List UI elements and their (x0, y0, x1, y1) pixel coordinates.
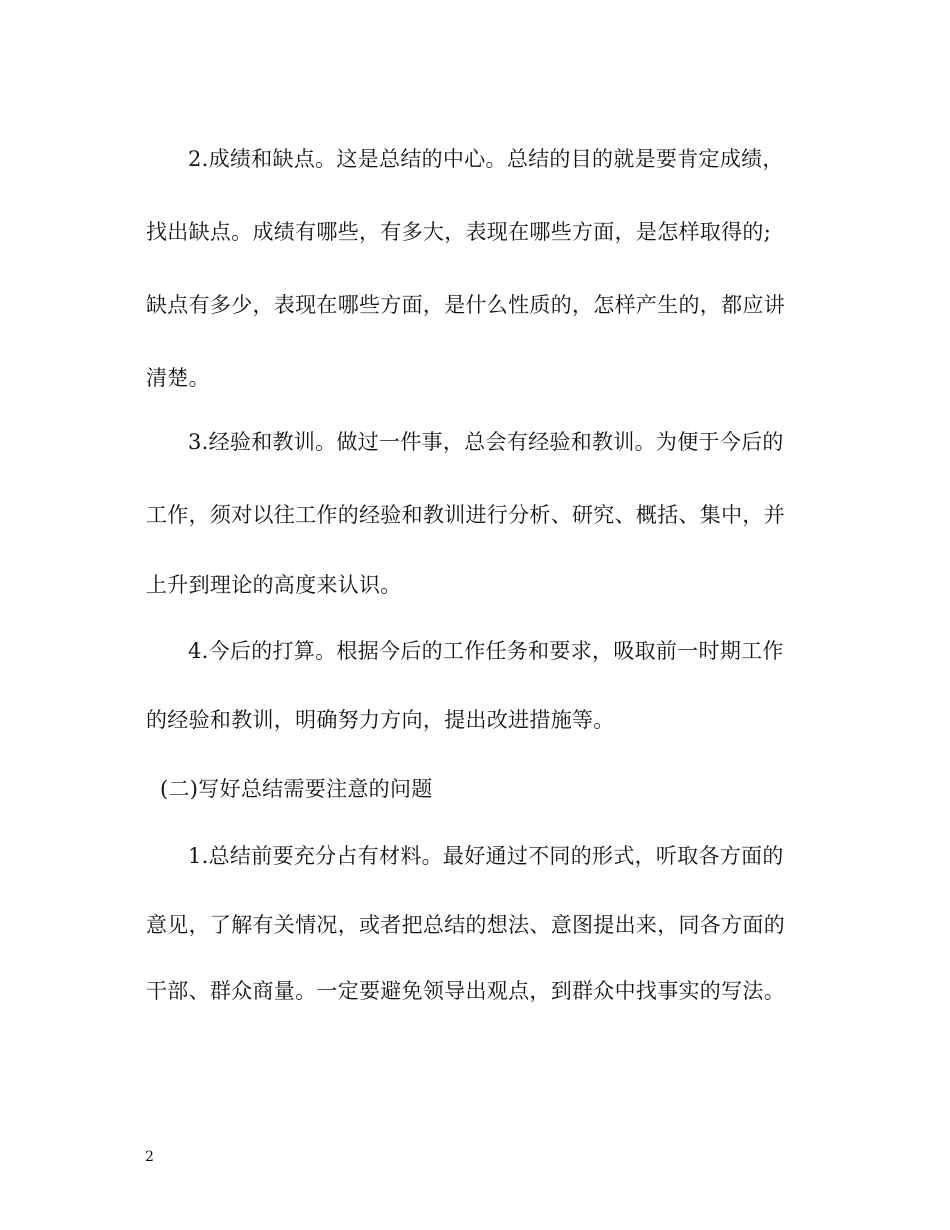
section-heading: (二)写好总结需要注意的问题 (160, 777, 433, 801)
paragraph-experience-line-3: 上升到理论的高度来认识。 (146, 573, 402, 597)
paragraph-plans-line-1: 4.今后的打算。根据今后的工作任务和要求，吸取前一时期工作 (188, 639, 784, 663)
paragraph-experience-line-2: 工作，须对以往工作的经验和教训进行分析、研究、概括、集中，并 (146, 503, 785, 527)
paragraph-achievements-line-2: 找出缺点。成绩有哪些，有多大，表现在哪些方面，是怎样取得的; (146, 220, 772, 244)
paragraph-achievements-line-1: 2.成绩和缺点。这是总结的中心。总结的目的就是要肯定成绩， (188, 147, 784, 171)
paragraph-experience-line-1: 3.经验和教训。做过一件事，总会有经验和教训。为便于今后的 (188, 430, 784, 454)
paragraph-achievements-line-3: 缺点有多少，表现在哪些方面，是什么性质的，怎样产生的，都应讲 (146, 293, 785, 317)
paragraph-materials-line-1: 1.总结前要充分占有材料。最好通过不同的形式，听取各方面的 (188, 844, 784, 868)
paragraph-plans-line-2: 的经验和教训，明确努力方向，提出改进措施等。 (146, 708, 615, 732)
page-number: 2 (145, 1149, 154, 1165)
paragraph-achievements-line-4: 清楚。 (146, 366, 210, 390)
paragraph-materials-line-2: 意见，了解有关情况，或者把总结的想法、意图提出来，同各方面的 (146, 913, 785, 937)
paragraph-materials-line-3: 干部、群众商量。一定要避免领导出观点，到群众中找事实的写法。 (146, 979, 785, 1003)
